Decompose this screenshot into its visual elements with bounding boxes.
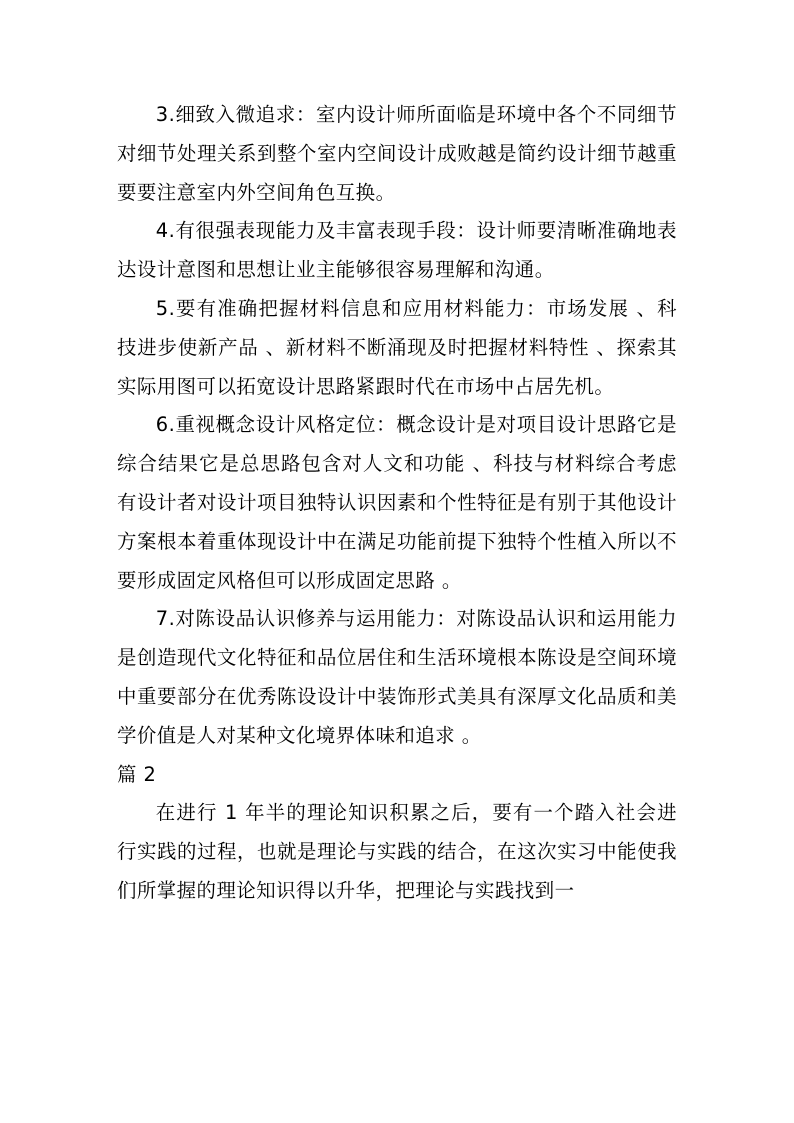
document-page (117, 96, 677, 911)
paragraph-internship-intro: 在进行 1 年半的理论知识积累之后，要有一个踏入社会进行实践的过程，也就是理论与实践的结合，在这次实习中能使我们所掌握的理论知识得以升华，把理论与实践找到一 (117, 801, 677, 902)
paragraph-material-knowledge: 5.要有准确把握材料信息和应用材料能力：市场发展 、科技进步使新产品 、新材料不断涌现及时把握材料特性 、探索其实际用图可以拓宽设计思路紧跟时代在市场中占居先机。 (117, 296, 677, 398)
section-heading: 篇 2 (117, 762, 157, 786)
paragraph-furnishing-ability: 7.对陈设品认识修养与运用能力：对陈设品认识和运用能力是创造现代文化特征和品位居住和生活环境根本陈设是空间环境中重要部分在优秀陈设设计中装饰形式美具有深厚文化品质和美学价值是人对某种文化境界体味和追求 。 (117, 607, 677, 747)
paragraph-expression-ability: 4.有很强表现能力及丰富表现手段：设计师要清晰准确地表达设计意图和思想让业主能够很容易理解和沟通。 (117, 219, 677, 282)
paragraph-concept-design: 6.重视概念设计风格定位：概念设计是对项目设计思路它是综合结果它是总思路包含对人文和功能 、科技与材料综合考虑有设计者对设计项目独特认识因素和个性特征是有别于其他设计方案根本着重体现设计中在满足功能前提下独特个性植入所以不要形成固定风格但可以形成固定思路 。 (117, 413, 677, 592)
paragraph-detail-pursuit: 3.细致入微追求：室内设计师所面临是环境中各个不同细节对细节处理关系到整个室内空间设计成败越是简约设计细节越重要要注意室内外空间角色互换。 (117, 103, 677, 204)
